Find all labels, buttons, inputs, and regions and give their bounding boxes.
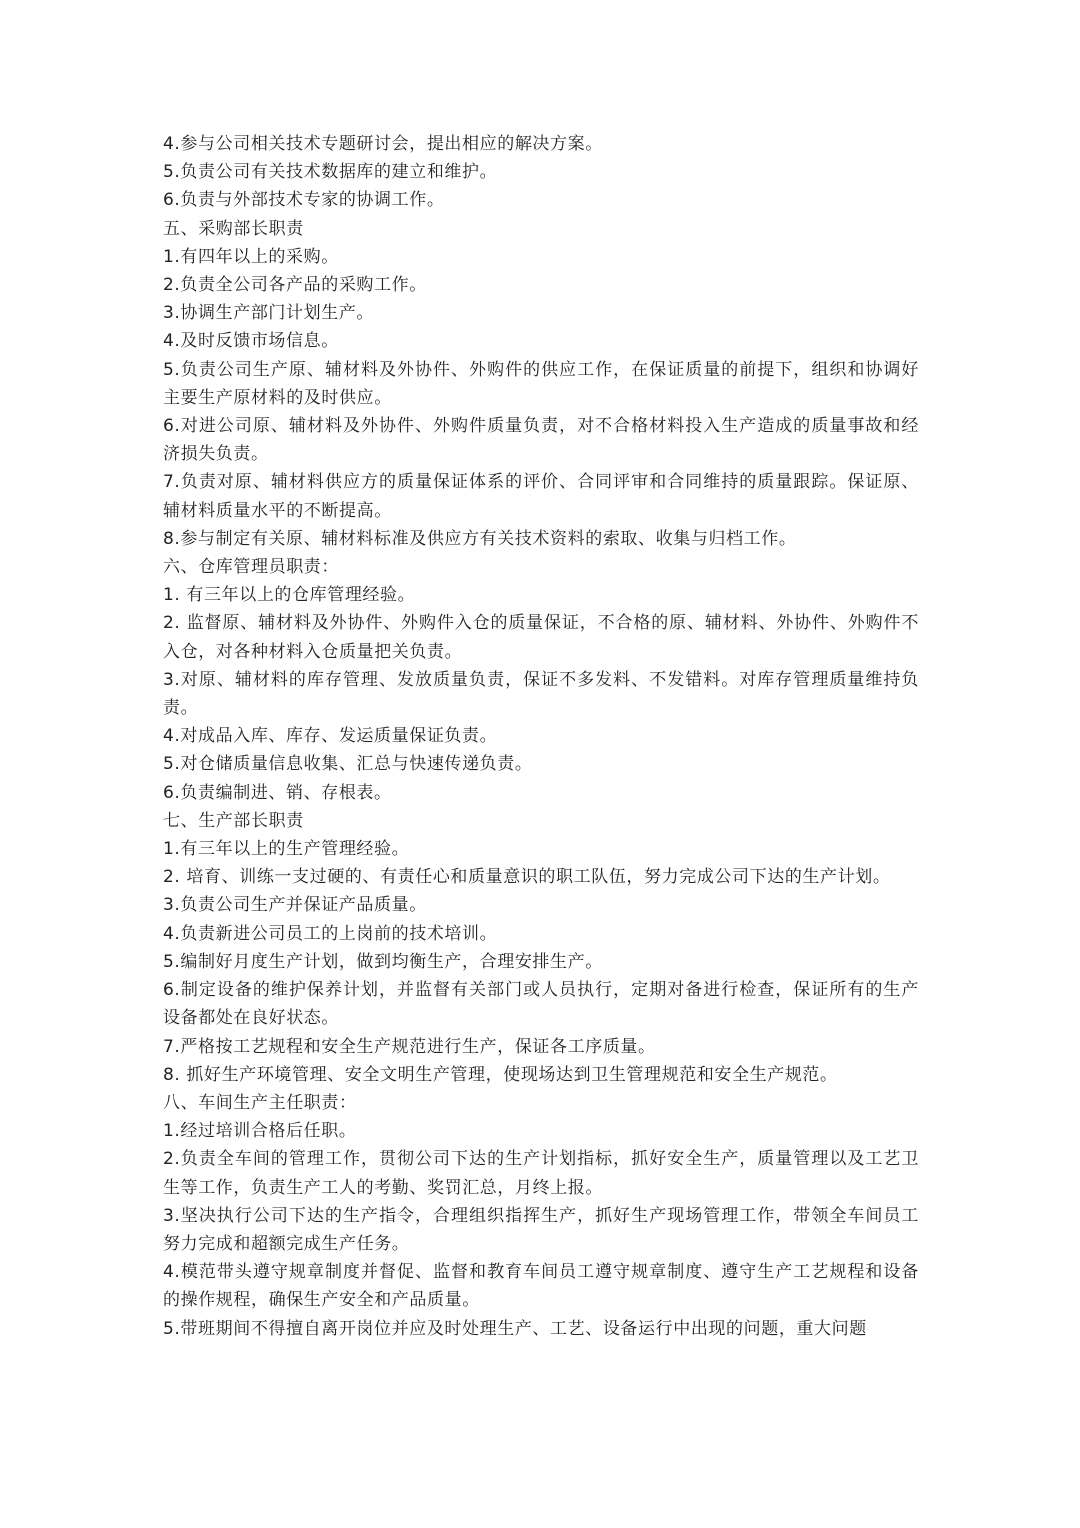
list-item: 5.负责公司生产原、辅材料及外协件、外购件的供应工作，在保证质量的前提下，组织和协调好主要生产原材料的及时供应。 [163, 359, 919, 408]
list-item: 1.有四年以上的采购。 [163, 246, 339, 267]
list-item: 5.编制好月度生产计划，做到均衡生产，合理安排生产。 [163, 951, 603, 972]
list-item: 4.及时反馈市场信息。 [163, 331, 339, 352]
list-item: 6.负责与外部技术专家的协调工作。 [163, 190, 445, 211]
list-item: 5.负责公司有关技术数据库的建立和维护。 [163, 162, 498, 183]
list-item: 2.负责全公司各产品的采购工作。 [163, 275, 427, 296]
list-item: 1.有三年以上的生产管理经验。 [163, 839, 410, 860]
list-item: 6.负责编制进、销、存根表。 [163, 782, 392, 803]
list-item: 3.协调生产部门计划生产。 [163, 303, 375, 324]
list-item: 5.对仓储质量信息收集、汇总与快速传递负责。 [163, 754, 533, 775]
list-item: 8. 抓好生产环境管理、安全文明生产管理，使现场达到卫生管理规范和安全生产规范。 [163, 1064, 838, 1085]
document-page [163, 130, 919, 1343]
section-heading-warehouse-keeper: 六、仓库管理员职责： [163, 557, 339, 578]
list-item: 6.制定设备的维护保养计划，并监督有关部门或人员执行，定期对备进行检查，保证所有的生产设备都处在良好状态。 [163, 980, 919, 1029]
list-item: 7.严格按工艺规程和安全生产规范进行生产，保证各工序质量。 [163, 1036, 656, 1057]
list-item: 4.对成品入库、库存、发运质量保证负责。 [163, 726, 498, 747]
list-item: 2. 监督原、辅材料及外协件、外购件入仓的质量保证，不合格的原、辅材料、外协件、外购件不入仓，对各种材料入仓质量把关负责。 [163, 613, 919, 662]
list-item: 3.负责公司生产并保证产品质量。 [163, 895, 427, 916]
list-item: 2.负责全车间的管理工作，贯彻公司下达的生产计划指标，抓好安全生产，质量管理以及工艺卫生等工作，负责生产工人的考勤、奖罚汇总，月终上报。 [163, 1149, 919, 1198]
list-item: 1.经过培训合格后任职。 [163, 1121, 357, 1142]
list-item: 4.模范带头遵守规章制度并督促、监督和教育车间员工遵守规章制度、遵守生产工艺规程和设备的操作规程，确保生产安全和产品质量。 [163, 1262, 919, 1311]
list-item: 4.负责新进公司员工的上岗前的技术培训。 [163, 923, 498, 944]
section-heading-production-manager: 七、生产部长职责 [163, 810, 304, 831]
list-item: 6.对进公司原、辅材料及外协件、外购件质量负责，对不合格材料投入生产造成的质量事故和经济损失负责。 [163, 416, 919, 465]
list-item: 3.对原、辅材料的库存管理、发放质量负责，保证不多发料、不发错料。对库存管理质量维持负责。 [163, 669, 919, 719]
list-item: 1. 有三年以上的仓库管理经验。 [163, 585, 416, 606]
section-heading-workshop-director: 八、车间生产主任职责： [163, 1092, 357, 1113]
list-item: 4.参与公司相关技术专题研讨会，提出相应的解决方案。 [163, 134, 603, 154]
list-item: 5.带班期间不得擅自离开岗位并应及时处理生产、工艺、设备运行中出现的问题，重大问题 [163, 1318, 867, 1339]
list-item: 7.负责对原、辅材料供应方的质量保证体系的评价、合同评审和合同维持的质量跟踪。保证原、辅材料质量水平的不断提高。 [163, 472, 919, 521]
list-item: 8.参与制定有关原、辅材料标准及供应方有关技术资料的索取、收集与归档工作。 [163, 528, 797, 549]
section-heading-procurement-manager: 五、采购部长职责 [163, 218, 304, 239]
list-item: 3.坚决执行公司下达的生产指令，合理组织指挥生产，抓好生产现场管理工作，带领全车间员工努力完成和超额完成生产任务。 [163, 1205, 919, 1254]
list-item: 2. 培育、训练一支过硬的、有责任心和质量意识的职工队伍，努力完成公司下达的生产计划。 [163, 867, 891, 888]
